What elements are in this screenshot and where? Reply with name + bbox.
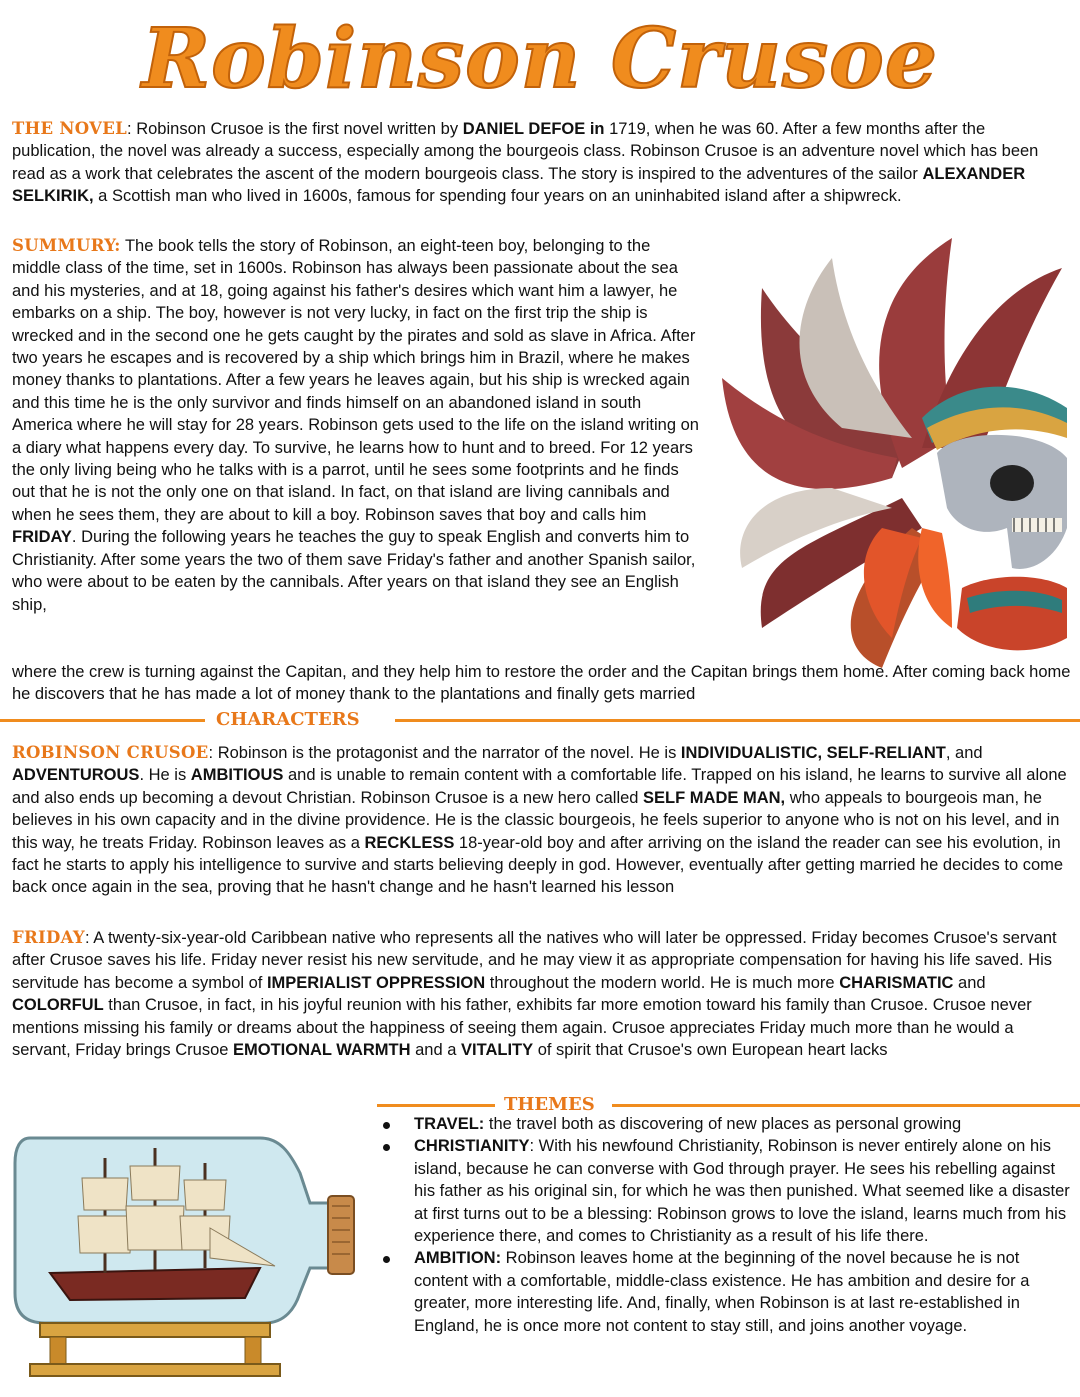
stand-icon <box>30 1323 280 1376</box>
robinson-text-1: : Robinson is the protagonist and the narrator of the novel. He is <box>208 744 681 762</box>
summary-label: SUMMURY: <box>12 236 121 255</box>
theme-text: Robinson leaves home at the beginning of the novel because he is not content with a comfortable, middle-class existence. He has ambition and desire for a greater, more interesting life. And, finally, when Robinson is at last re-established in England, he is once more not content to stay still, and joins another voyage. <box>414 1249 1030 1335</box>
novel-text-3: a Scottish man who lived in 1600s, famous for spending four years on an uninhabited island after a shipwreck. <box>93 187 902 206</box>
friday-label: FRIDAY <box>12 928 86 947</box>
friday-text-3: and <box>953 973 986 992</box>
theme-text: the travel both as discovering of new places as personal growing <box>484 1115 962 1133</box>
novel-paragraph <box>12 118 1072 208</box>
skull-icon <box>937 435 1067 569</box>
novel-text-2: 1719, when he was 60. After a few months after the publication, the novel was already a success, especially among the bourgeois class. Robinson Crusoe is an adventure novel which has been read as a work that celebrates the ascent of the modern bourgeois class. The story is inspired to the adventures of the sailor <box>12 120 1039 183</box>
summary-text-3: where the crew is turning against the Capitan, and they help him to restore the order and the Capitan brings them home. After coming back home he discovers that he has made a lot of money thank to the plantations and finally gets married <box>12 663 1071 704</box>
skull-headdress-illustration <box>722 228 1072 668</box>
summary-text-1: The book tells the story of Robinson, an eight-teen boy, belonging to the middle class of the time, set in 1600s. Robinson has always been passionate about the sea and his mysteries, and at 18, going against his father's desires which want him a lawyer, he embarks on a ship. The boy, however is not very lucky, in fact on the first trip the ship is wrecked and in the second one he gets caught by the pirates and sold as slave in Africa. After two years he escapes and is recovered by a ship which brings him in Brazil, where he makes money thanks to plantations. After a few years he leaves again, but his ship is wrecked again and this time he is the only survivor and finds himself on an abandoned island in south America where he will stay for 28 years. Robinson gets used to the life on the island writing on a diary what happens every day. To survive, he learns how to hunt and to breed. For 12 years the only living being who he talks with is a parrot, until he sees some footprints and he finds out that he is not the only one on that island. In fact, on that island are living cannibals and when he sees them, they are about to kill a boy. Robinson saves that boy and calls him <box>12 237 699 524</box>
robinson-text-4: and is unable to remain content with a comfortable life. Trapped on his island, he learns to survive all alone and also ends up becoming a devout Christian. Robinson Crusoe is a new hero called <box>12 766 1067 807</box>
robinson-bold-4: SELF MADE MAN, <box>643 788 786 807</box>
robinson-text-6: 18-year-old boy and after arriving on the island the reader can see his evolution, in fact he starts to apply his intelligence to survive and starts believing deeply in god. However, eventually after getting married he decides to come back once again in the sea, proving that he hasn't change and he hasn't learned his lesson <box>12 833 1064 897</box>
robinson-text-5: who appeals to bourgeois man, he believes in his own capacity and in the divine providence. He is the classic bourgeois, he feels superior to anyone who is not on his level, and in this way, he treats Friday. Robinson leaves as a <box>12 788 1060 852</box>
theme-christianity <box>380 1135 1070 1247</box>
friday-text-6: of spirit that Crusoe's own European heart lacks <box>533 1041 888 1060</box>
ship-in-bottle-illustration <box>10 1118 360 1388</box>
characters-divider-left <box>0 719 205 722</box>
collar-icon <box>957 577 1067 651</box>
friday-bold-1: IMPERIALIST OPPRESSION <box>266 973 486 992</box>
themes-heading: THEMES <box>500 1094 599 1116</box>
novel-bold-2: ALEXANDER SELKIRIK, <box>12 164 1026 206</box>
summary-text-2: . During the following years he teaches the guy to speak English and converts him to Christianity. After some years the two of them save Friday's father and another Spanish sailor, who were about to be eaten by the cannibals. After years on that island they see an English ship, <box>12 528 696 614</box>
friday-bold-4: EMOTIONAL WARMTH <box>233 1041 411 1060</box>
robinson-label: ROBINSON CRUSOE <box>12 743 209 762</box>
themes-divider-left <box>377 1104 495 1107</box>
theme-term: AMBITION: <box>414 1249 502 1268</box>
friday-text-5: and a <box>410 1041 461 1060</box>
robinson-bold-3: AMBITIOUS <box>190 766 284 785</box>
robinson-bold-1: INDIVIDUALISTIC, SELF-RELIANT <box>680 744 946 762</box>
theme-term: TRAVEL: <box>414 1115 485 1133</box>
characters-divider-right <box>395 719 1080 722</box>
theme-text: : With his newfound Christianity, Robinson is never entirely alone on his island, because he can converse with God through prayer. He sees his rebelling against his father as his original sin, for which he was then punished. What seemed like a disaster at first turns out to be a blessing: Robinson grows to love the island, learns much from his experience there, and comes to Christianity as a result of his life there. <box>414 1137 1070 1246</box>
theme-travel <box>380 1113 1070 1135</box>
theme-ambition <box>380 1247 1070 1337</box>
themes-list <box>380 1113 1070 1337</box>
robinson-text-3: . He is <box>139 766 191 785</box>
robinson-bold-2: ADVENTUROUS <box>12 766 140 785</box>
novel-bold-1: DANIEL DEFOE in <box>462 120 605 138</box>
novel-text-1: : Robinson Crusoe is the first novel written by <box>127 120 463 138</box>
novel-label: THE NOVEL <box>12 119 128 138</box>
friday-bold-5: VITALITY <box>461 1041 534 1060</box>
friday-bold-2: CHARISMATIC <box>839 973 954 992</box>
characters-heading: CHARACTERS <box>212 709 364 731</box>
theme-term: CHRISTIANITY <box>414 1137 530 1156</box>
page-title: Robinson Crusoe <box>141 11 939 107</box>
themes-divider-right <box>612 1104 1080 1107</box>
friday-text-2: throughout the modern world. He is much more <box>485 973 840 992</box>
friday-text-1: : A twenty-six-year-old Caribbean native who represents all the natives who will later be oppressed. Friday becomes Crusoe's servant after Crusoe saves his life. Friday never resist his new servitude, and he may view it as appropriate compensation for having his life saved. His servitude has become a symbol of <box>12 929 1057 992</box>
friday-paragraph <box>12 927 1072 1061</box>
friday-text-4: than Crusoe, in fact, in his joyful reunion with his father, exhibits far more emotion toward his family than Crusoe. Crusoe never mentions missing his family or dreams about the happiness of seeing them again. Crusoe appreciates Friday much more than he would a servant, Friday brings Crusoe <box>12 996 1032 1060</box>
robinson-bold-5: RECKLESS <box>364 833 455 852</box>
summary-bold-1: FRIDAY <box>12 528 72 547</box>
friday-bold-3: COLORFUL <box>12 996 104 1015</box>
summary-paragraph <box>12 235 702 616</box>
robinson-paragraph <box>12 742 1072 899</box>
robinson-text-2: , and <box>945 744 983 762</box>
